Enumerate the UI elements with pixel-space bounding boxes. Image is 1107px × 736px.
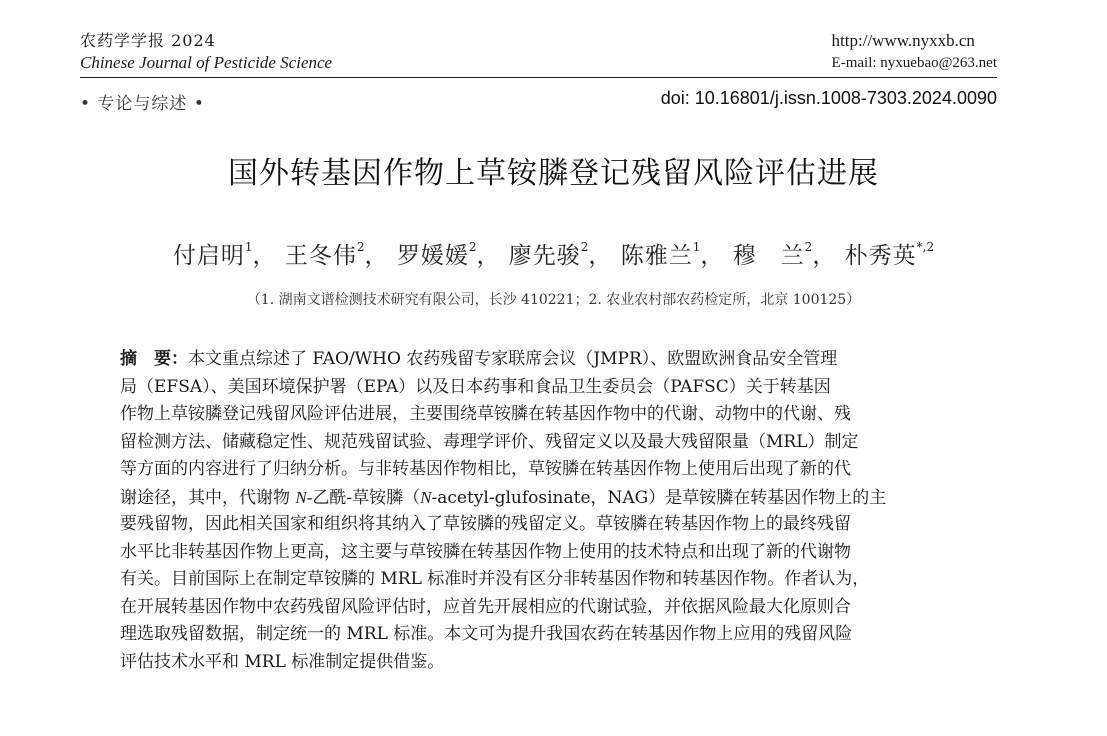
abstract-line: 摘 要：本文重点综述了 FAO/WHO 农药残留专家联席会议（JMPR）、欧盟欧洲食品安全管理: [120, 349, 838, 369]
journal-name-cn: 农药学学报 2024: [80, 31, 216, 50]
doi[interactable]: doi: 10.16801/j.issn.1008-7303.2024.0090: [660, 88, 997, 108]
abstract-line: 谢途径，其中，代谢物 N-乙酰-草铵膦（N-acetyl-glufosinate，NAG）是草铵膦在转基因作物上的主: [120, 487, 887, 508]
abstract-line: 有关。目前国际上在制定草铵膦的 MRL 标准时并没有区分非转基因作物和转基因作物。作者认为，: [120, 569, 870, 589]
header-divider: [80, 77, 997, 78]
author: 穆 兰$^2$，: [732, 240, 837, 269]
author: 廖先骏$^2$，: [508, 240, 613, 269]
author: 付启明$^1$，: [172, 240, 277, 269]
paper-title: 国外转基因作物上草铵膦登记残留风险评估进展: [228, 156, 879, 191]
abstract-line: 评估技术水平和 MRL 标准制定提供借鉴。: [120, 651, 445, 672]
abstract-label: 摘 要：: [120, 349, 188, 369]
abstract: [120, 346, 968, 676]
section-tag: • 专论与综述 •: [80, 94, 205, 114]
journal-url[interactable]: http://www.nyxxb.cn: [831, 31, 975, 50]
affiliations: （1. 湖南文谱检测技术研究有限公司，长沙 410221；2. 农业农村部农药检定所，北京 100125）: [246, 292, 861, 308]
abstract-line: 等方面的内容进行了归纳分析。与非转基因作物相比，草铵膦在转基因作物上使用后出现了新的代: [120, 459, 851, 479]
abstract-line: 留检测方法、储藏稳定性、规范残留试验、毒理学评价、残留定义以及最大残留限量（MRL）制定: [120, 431, 859, 452]
author: 陈雅兰$^1$，: [620, 240, 725, 269]
author: 罗媛媛$^2$，: [396, 240, 501, 269]
journal-header-right: [832, 30, 997, 74]
abstract-line: 作物上草铵膦登记残留风险评估进展，主要围绕草铵膦在转基因作物中的代谢、动物中的代谢、残: [120, 404, 851, 424]
journal-header-left: [80, 30, 332, 74]
author: 朴秀英$^{*,2}$: [844, 240, 935, 269]
author-list: [0, 237, 1107, 270]
abstract-line: 局（EFSA）、美国环境保护署（EPA）以及日本药事和食品卫生委员会（PAFSC）关于转基因: [120, 376, 831, 397]
abstract-line: 在开展转基因作物中农药残留风险评估时，应首先开展相应的代谢试验，并依据风险最大化原则合: [120, 596, 851, 617]
abstract-line: 水平比非转基因作物上更高，这主要与草铵膦在转基因作物上使用的技术特点和出现了新的代谢物: [120, 541, 851, 562]
abstract-line: 要残留物，因此相关国家和组织将其纳入了草铵膦的残留定义。草铵膦在转基因作物上的最终残留: [120, 514, 851, 534]
journal-email[interactable]: E-mail: nyxuebao@263.net: [831, 55, 997, 71]
journal-name-en: Chinese Journal of Pesticide Science: [80, 53, 333, 72]
author: 王冬伟$^2$，: [284, 240, 389, 269]
abstract-line: 理选取残留数据，制定统一的 MRL 标准。本文可为提升我国农药在转基因作物上应用的残留风险: [120, 624, 853, 644]
